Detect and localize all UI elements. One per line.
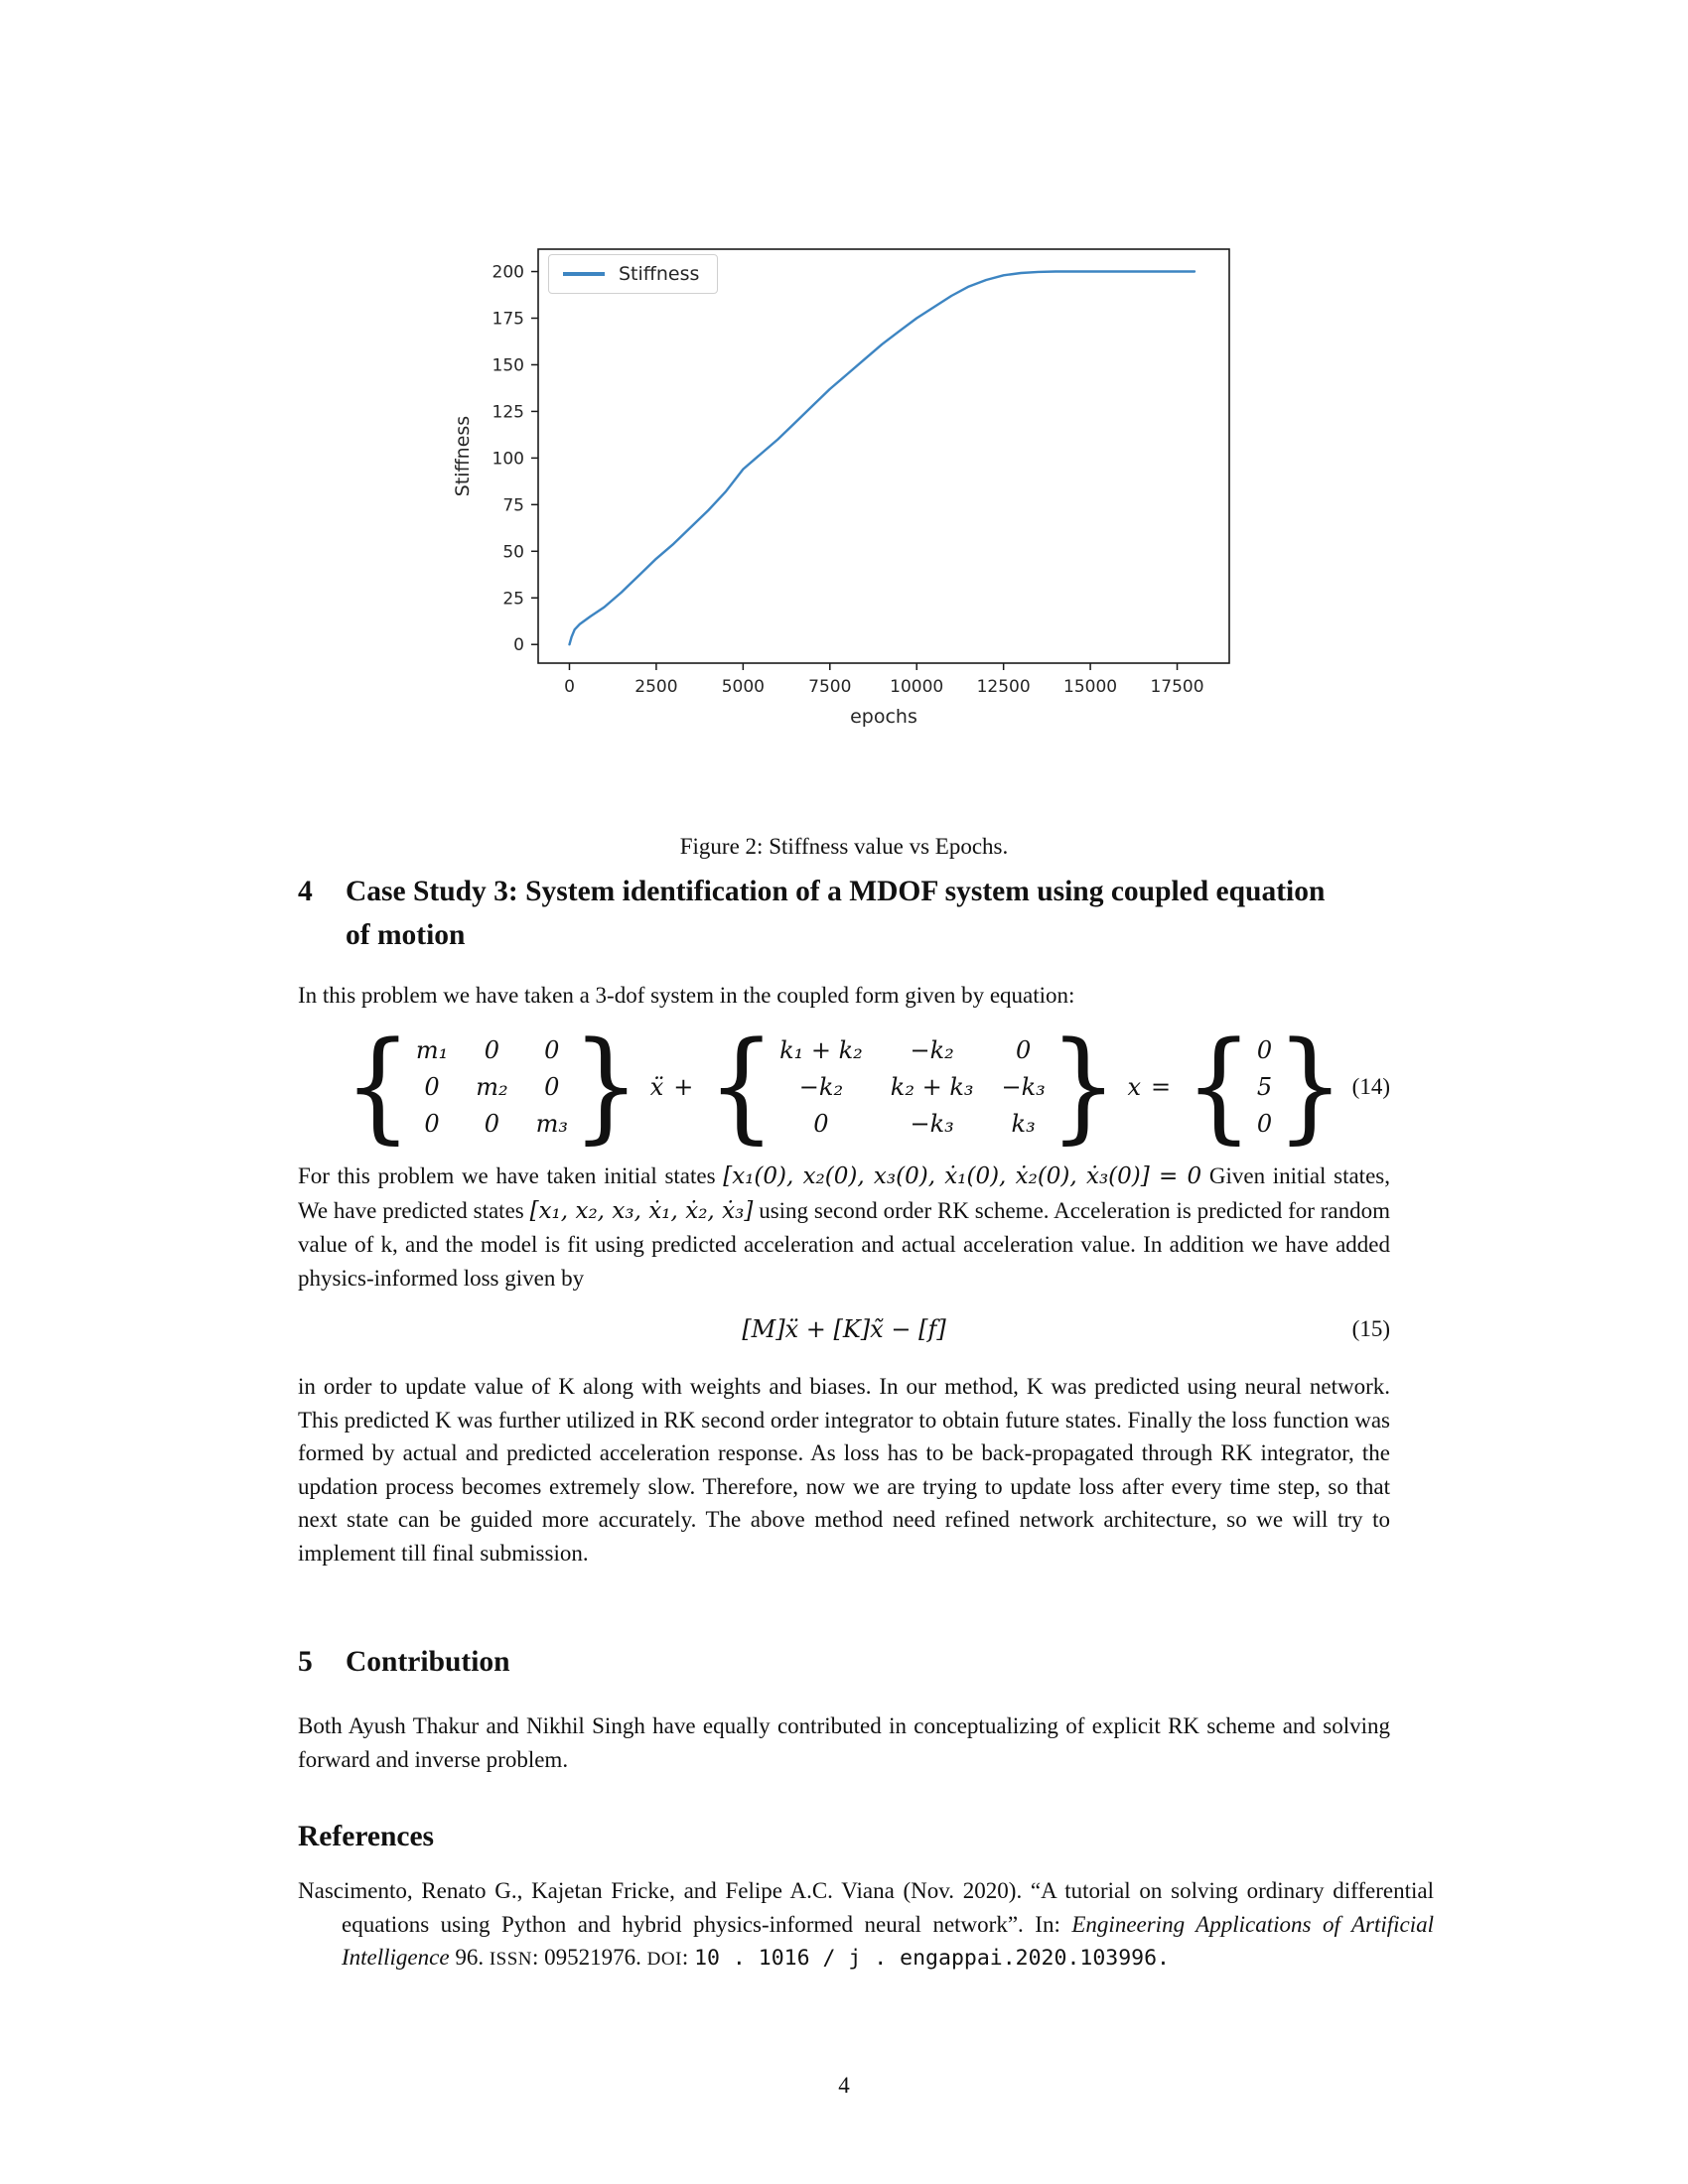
x-variable: x bbox=[1127, 1072, 1142, 1101]
matrix-cell: k₃ bbox=[1011, 1109, 1036, 1138]
paragraph-after-eq15: in order to update value of K along with weights and biases. In our method, K was predicted using neural network. This predicted K was further utilized in RK second order integrator to obtain future states. Finally the loss function was formed by actual and predicted acceleration response. As loss has to be back-propagated through RK integrator, the updation process becomes extremely slow. Therefore, now we are trying to update loss after every time step, so that next state can be guided more accurately. The above method need refined network architecture, so we will try to implement till final submission. bbox=[298, 1374, 1390, 1566]
svg-text:Stiffness: Stiffness bbox=[452, 415, 474, 497]
equals-operator: = bbox=[1151, 1072, 1172, 1101]
matrix-cell: 0 bbox=[424, 1072, 440, 1101]
vector-cell: 0 bbox=[1256, 1109, 1273, 1138]
equation-number: (14) bbox=[1351, 1073, 1390, 1099]
chart-canvas bbox=[437, 230, 1241, 727]
reference-text: Nascimento, Renato G., Kajetan Fricke, and Felipe A.C. Viana (Nov. 2020). “A tutorial on solving ordinary differential equations using Python and hybrid physics-informed neural network”. In: bbox=[298, 1878, 1434, 1937]
matrix-cell: k₁ + k₂ bbox=[779, 1035, 863, 1064]
svg-text:0: 0 bbox=[513, 635, 524, 656]
legend-line-swatch bbox=[563, 272, 605, 276]
text-run: using second order RK scheme. Acceleration is predicted for random value of k, and the model is fit using predicted acceleration and actual acceleration value. In addition we have added physics-informed loss given by bbox=[298, 1197, 1391, 1291]
matrix-cell: m₂ bbox=[476, 1072, 508, 1101]
chart-legend bbox=[548, 254, 718, 294]
doi-label: DOI bbox=[646, 1949, 682, 1970]
section-4-heading bbox=[298, 870, 1390, 957]
matrix-cell: k₂ + k₃ bbox=[890, 1072, 974, 1101]
inline-math: [x₁, x₂, x₃, ẋ₁, ẋ₂, ẋ₃] bbox=[529, 1197, 754, 1224]
matrix-cell: −k₃ bbox=[910, 1109, 954, 1138]
section-number: 4 bbox=[298, 876, 313, 907]
x-double-dot: ẍ bbox=[649, 1072, 664, 1101]
matrix-cell: 0 bbox=[484, 1109, 500, 1138]
matrix-cell: −k₂ bbox=[798, 1072, 844, 1101]
svg-text:epochs: epochs bbox=[850, 706, 917, 727]
section-title: Contribution bbox=[346, 1646, 510, 1678]
matrix-cell: 0 bbox=[813, 1109, 829, 1138]
svg-text:0: 0 bbox=[564, 677, 575, 697]
section-5-heading bbox=[298, 1640, 1390, 1684]
matrix-cell: 0 bbox=[484, 1035, 500, 1064]
paragraph-intro: In this problem we have taken a 3-dof system in the coupled form given by equation: bbox=[298, 983, 1075, 1008]
reference-entry bbox=[298, 1874, 1434, 1977]
references-heading: References bbox=[298, 1821, 435, 1852]
equation-number: (15) bbox=[1351, 1316, 1390, 1341]
svg-text:7500: 7500 bbox=[808, 677, 852, 697]
contribution-paragraph: Both Ayush Thakur and Nikhil Singh have equally contributed in conceptualizing of explicit RK scheme and solving forward and inverse problem. bbox=[298, 1713, 1390, 1772]
figure-caption: Figure 2: Stiffness value vs Epochs. bbox=[679, 834, 1009, 859]
svg-text:12500: 12500 bbox=[976, 677, 1031, 697]
svg-text:125: 125 bbox=[492, 402, 524, 423]
svg-text:5000: 5000 bbox=[721, 677, 765, 697]
equation-14 bbox=[298, 1024, 1390, 1149]
matrix-cell: 0 bbox=[1016, 1035, 1032, 1064]
matrix-cell: m₁ bbox=[415, 1035, 449, 1064]
matrix-cell: 0 bbox=[424, 1109, 440, 1138]
inline-math: [x₁(0), x₂(0), x₃(0), ẋ₁(0), ẋ₂(0), ẋ₃(0)] = 0 bbox=[723, 1163, 1202, 1189]
svg-text:200: 200 bbox=[492, 262, 524, 283]
matrix-cell: m₃ bbox=[535, 1109, 568, 1138]
svg-text:2500: 2500 bbox=[634, 677, 678, 697]
svg-text:15000: 15000 bbox=[1063, 677, 1118, 697]
matrix-cell: 0 bbox=[544, 1072, 560, 1101]
svg-text:25: 25 bbox=[502, 589, 524, 610]
text-run: For this problem we have taken initial states bbox=[298, 1163, 724, 1188]
matrix-cell: −k₃ bbox=[1001, 1072, 1046, 1101]
equation-expression: [M]ẍ + [K]x̃ − [f] bbox=[742, 1315, 946, 1343]
svg-text:100: 100 bbox=[492, 449, 524, 470]
svg-text:10000: 10000 bbox=[890, 677, 944, 697]
force-vector bbox=[1257, 1036, 1272, 1138]
mass-matrix bbox=[416, 1036, 568, 1138]
doi-separator: : bbox=[681, 1945, 695, 1970]
section-number: 5 bbox=[298, 1646, 313, 1678]
journal-name: Engineering Applications of Artificial Intelligence bbox=[342, 1911, 1434, 1970]
doi-link: 10 . 1016 / j . engappai.2020.103996. bbox=[694, 1946, 1170, 1971]
svg-text:75: 75 bbox=[502, 495, 524, 516]
matrix-cell: −k₂ bbox=[910, 1035, 954, 1064]
stiffness-matrix bbox=[779, 1036, 1046, 1138]
volume: 96. bbox=[449, 1945, 490, 1970]
legend-label: Stiffness bbox=[619, 263, 700, 285]
issn-label: ISSN bbox=[489, 1949, 532, 1970]
text-run: Given initial states, We have predicted states bbox=[298, 1163, 1390, 1223]
stiffness-chart bbox=[437, 230, 1241, 727]
svg-text:150: 150 bbox=[492, 355, 524, 376]
vector-cell: 0 bbox=[1256, 1035, 1273, 1064]
svg-text:175: 175 bbox=[492, 309, 524, 330]
svg-text:17500: 17500 bbox=[1150, 677, 1204, 697]
section-title: Case Study 3: System identification of a MDOF system using coupled equation of motion bbox=[346, 876, 1326, 951]
equation-15 bbox=[298, 1308, 1390, 1350]
page-number: 4 bbox=[838, 2073, 850, 2098]
svg-text:50: 50 bbox=[502, 542, 524, 563]
matrix-cell: 0 bbox=[544, 1035, 560, 1064]
vector-cell: 5 bbox=[1256, 1072, 1273, 1101]
plus-operator: + bbox=[673, 1072, 694, 1101]
issn-value: : 09521976. bbox=[532, 1945, 647, 1970]
paragraph-after-eq14 bbox=[298, 1160, 1390, 1295]
